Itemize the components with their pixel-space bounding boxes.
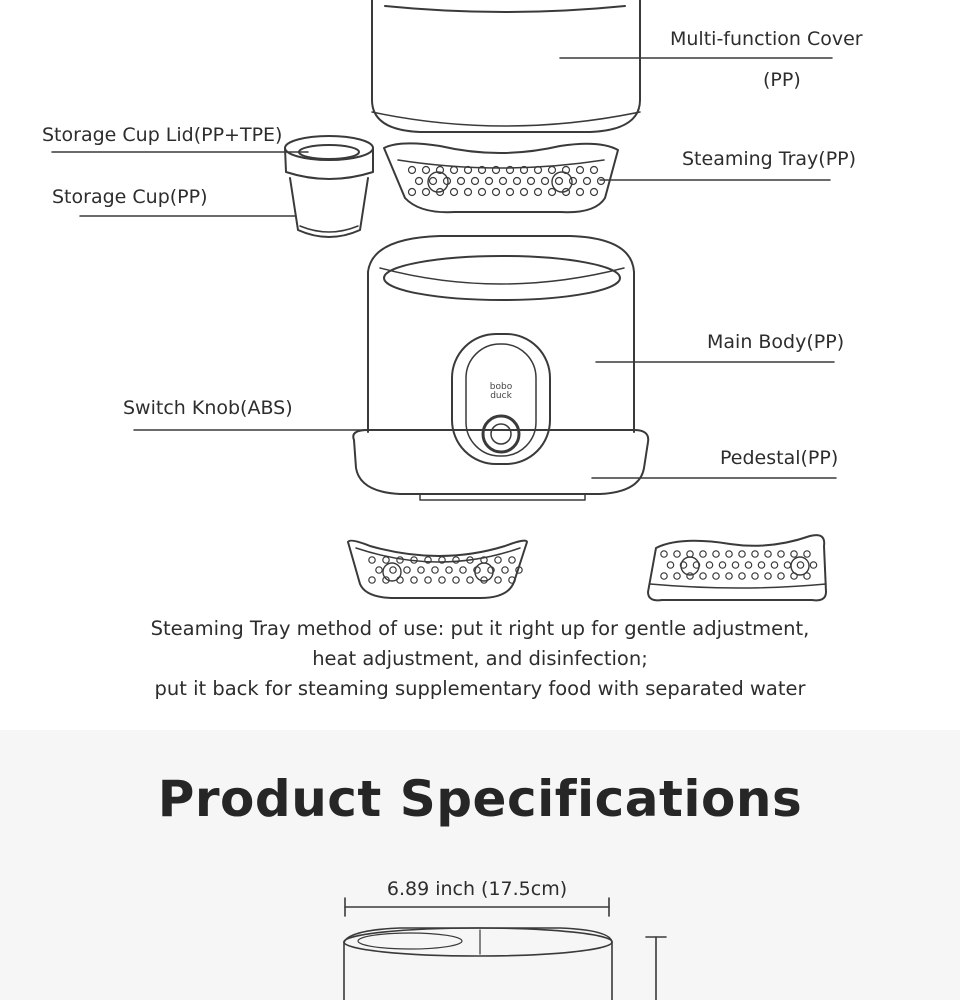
tray-hole bbox=[451, 167, 458, 174]
tray-hole bbox=[549, 167, 556, 174]
tray-hole bbox=[797, 562, 803, 568]
tray-hole bbox=[514, 178, 521, 185]
tray-hole bbox=[451, 189, 458, 196]
tray-hole bbox=[778, 573, 784, 579]
tray-hole bbox=[458, 178, 465, 185]
tray-hole bbox=[591, 189, 598, 196]
tray-hole bbox=[570, 178, 577, 185]
tray-hole bbox=[667, 562, 673, 568]
tray-hole bbox=[423, 167, 430, 174]
steamer-top-view-shape bbox=[344, 928, 612, 1000]
tray-hole bbox=[383, 557, 389, 563]
width-dimension-line bbox=[345, 898, 609, 916]
tray-hole bbox=[542, 178, 549, 185]
label-multi-function-cover: Multi-function Cover bbox=[670, 28, 863, 50]
tray-large-hole bbox=[475, 563, 493, 581]
tray-hole bbox=[598, 178, 605, 185]
tray-hole bbox=[425, 577, 431, 583]
multi-function-cover-shape bbox=[372, 0, 640, 132]
tray-hole bbox=[726, 573, 732, 579]
product-specifications-section bbox=[0, 730, 960, 1000]
tray-hole bbox=[700, 573, 706, 579]
tray-hole bbox=[493, 189, 500, 196]
tray-hole bbox=[390, 567, 396, 573]
tray-hole bbox=[369, 577, 375, 583]
brand-logo-line2: duck bbox=[490, 391, 512, 401]
label-switch-knob: Switch Knob(ABS) bbox=[123, 397, 293, 419]
tray-hole bbox=[739, 551, 745, 557]
tray-hole bbox=[453, 577, 459, 583]
tray-hole bbox=[453, 557, 459, 563]
tray-hole bbox=[439, 577, 445, 583]
specs-title: Product Specifications bbox=[157, 770, 803, 828]
tray-hole bbox=[791, 551, 797, 557]
specs-illustration bbox=[0, 730, 960, 1000]
tray-hole bbox=[745, 562, 751, 568]
brand-logo bbox=[482, 383, 520, 401]
label-pedestal: Pedestal(PP) bbox=[720, 447, 839, 469]
tray-hole bbox=[577, 167, 584, 174]
tray-hole bbox=[577, 189, 584, 196]
tray-hole bbox=[713, 551, 719, 557]
tray-hole bbox=[423, 189, 430, 196]
label-storage-cup: Storage Cup(PP) bbox=[52, 186, 208, 208]
tray-hole bbox=[411, 577, 417, 583]
height-dimension-line bbox=[646, 937, 666, 1000]
brand-logo-line1: bobo bbox=[489, 382, 513, 392]
tray-hole bbox=[584, 178, 591, 185]
tray-large-hole bbox=[383, 563, 401, 581]
usage-line-2: heat adjustment, and disinfection; bbox=[312, 647, 648, 670]
label-cover-material: (PP) bbox=[763, 69, 801, 91]
tray-hole bbox=[804, 551, 810, 557]
tray-hole bbox=[397, 557, 403, 563]
tray-hole bbox=[732, 562, 738, 568]
tray-hole bbox=[521, 189, 528, 196]
tray-hole bbox=[726, 551, 732, 557]
tray-hole bbox=[528, 178, 535, 185]
tray-hole bbox=[810, 562, 816, 568]
tray-hole bbox=[418, 567, 424, 573]
tray-hole bbox=[509, 557, 515, 563]
tray-hole bbox=[472, 178, 479, 185]
tray-hole bbox=[409, 167, 416, 174]
tray-hole bbox=[719, 562, 725, 568]
tray-hole bbox=[465, 189, 472, 196]
usage-line-3: put it back for steaming supplementary food with separated water bbox=[154, 677, 806, 700]
usage-line-1: Steaming Tray method of use: put it right up for gentle adjustment, bbox=[150, 617, 810, 640]
tray-hole bbox=[739, 573, 745, 579]
tray-hole bbox=[778, 551, 784, 557]
tray-hole bbox=[771, 562, 777, 568]
tray-hole bbox=[687, 573, 693, 579]
tray-hole bbox=[495, 577, 501, 583]
tray-large-hole bbox=[791, 557, 809, 575]
tray-hole bbox=[765, 551, 771, 557]
tray-hole bbox=[700, 551, 706, 557]
tray-hole bbox=[416, 178, 423, 185]
tray-hole bbox=[674, 573, 680, 579]
storage-cup-shape bbox=[285, 136, 373, 237]
tray-hole bbox=[758, 562, 764, 568]
tray-hole bbox=[752, 573, 758, 579]
tray-hole bbox=[713, 573, 719, 579]
width-dimension-label: 6.89 inch (17.5cm) bbox=[386, 878, 568, 900]
tray-hole bbox=[507, 189, 514, 196]
label-steaming-tray: Steaming Tray(PP) bbox=[682, 148, 857, 170]
tray-hole bbox=[752, 551, 758, 557]
tray-hole bbox=[535, 189, 542, 196]
tray-hole bbox=[502, 567, 508, 573]
tray-hole bbox=[467, 577, 473, 583]
tray-hole bbox=[479, 189, 486, 196]
tray-hole bbox=[486, 178, 493, 185]
label-main-body: Main Body(PP) bbox=[707, 331, 845, 353]
tray-hole bbox=[495, 557, 501, 563]
tray-right-up-shape bbox=[348, 541, 527, 598]
label-storage-cup-lid: Storage Cup Lid(PP+TPE) bbox=[42, 124, 283, 146]
tray-hole bbox=[591, 167, 598, 174]
tray-hole bbox=[432, 567, 438, 573]
tray-hole bbox=[674, 551, 680, 557]
tray-hole bbox=[446, 567, 452, 573]
tray-hole bbox=[409, 189, 416, 196]
tray-hole bbox=[661, 551, 667, 557]
tray-hole bbox=[706, 562, 712, 568]
tray-hole bbox=[397, 577, 403, 583]
tray-hole bbox=[500, 178, 507, 185]
tray-hole bbox=[369, 557, 375, 563]
tray-hole bbox=[460, 567, 466, 573]
tray-hole bbox=[765, 573, 771, 579]
tray-hole bbox=[376, 567, 382, 573]
tray-hole bbox=[404, 567, 410, 573]
tray-hole bbox=[687, 551, 693, 557]
tray-upside-down-holes bbox=[661, 551, 817, 579]
tray-hole bbox=[661, 573, 667, 579]
tray-right-up-holes bbox=[369, 557, 522, 583]
steaming-tray-holes bbox=[409, 167, 605, 196]
tray-hole bbox=[430, 178, 437, 185]
tray-hole bbox=[784, 562, 790, 568]
tray-hole bbox=[556, 178, 563, 185]
